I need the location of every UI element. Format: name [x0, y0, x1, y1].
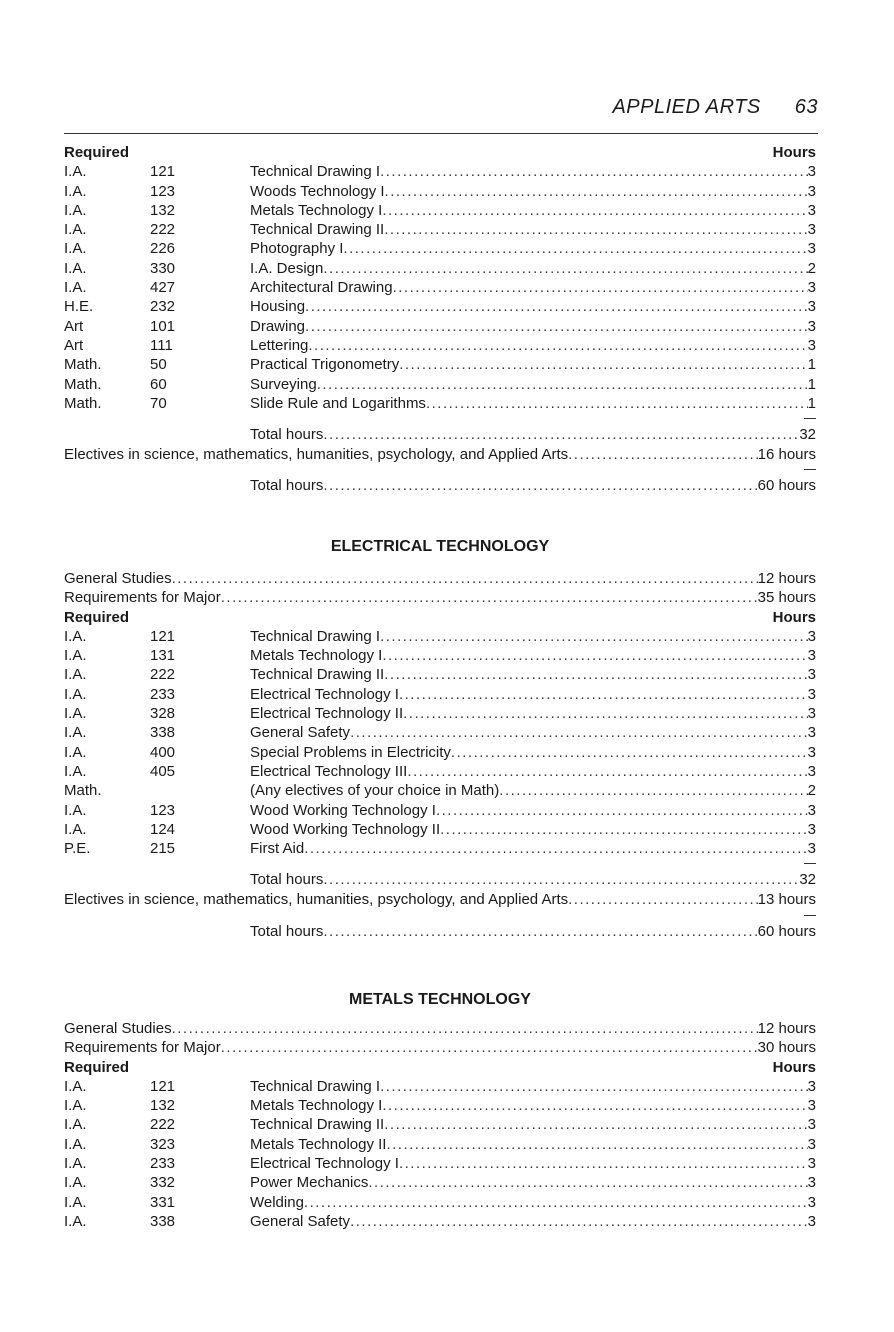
course-row: [64, 375, 816, 394]
course-hours: 3: [807, 201, 816, 219]
total-row: [64, 476, 816, 496]
course-title-cell: [250, 201, 808, 220]
dot-leader: [393, 278, 808, 297]
course-title: I.A. Design: [250, 259, 324, 277]
course-title: Technical Drawing I: [250, 163, 381, 181]
course-number: 330: [150, 259, 176, 277]
course-title: Electrical Technology I: [250, 685, 399, 703]
course-title: Practical Trigonometry: [250, 356, 400, 374]
metals-section: [64, 1019, 816, 1231]
course-title-cell: [250, 627, 808, 646]
sum-rule: [64, 858, 816, 870]
course-dept: H.E.: [64, 298, 94, 316]
dot-leader: [568, 890, 757, 909]
dot-leader: [440, 820, 808, 839]
dot-leader: [221, 588, 758, 607]
course-row: [64, 839, 816, 858]
running-head-title: APPLIED ARTS: [612, 96, 761, 118]
course-hours: 3: [807, 762, 816, 780]
course-row: [64, 1135, 816, 1154]
subtotal-row: [64, 425, 816, 445]
course-row: [64, 801, 816, 820]
course-dept: I.A.: [64, 1077, 87, 1095]
dot-leader: [399, 355, 807, 374]
electives-row: [64, 890, 816, 909]
electrical-section-title: ELECTRICAL TECHNOLOGY: [330, 538, 550, 555]
dot-leader: [308, 336, 807, 355]
dot-leader: [305, 297, 808, 316]
sum-rule: [64, 413, 816, 425]
course-title: Slide Rule and Logarithms: [250, 394, 426, 412]
major-requirements-row: [64, 588, 816, 607]
course-hours: 3: [807, 627, 816, 645]
course-dept: I.A.: [64, 820, 87, 838]
course-hours: 3: [807, 705, 816, 723]
course-dept: I.A.: [64, 1135, 87, 1153]
subtotal-label: Total hours: [250, 426, 324, 444]
course-number: 101: [150, 317, 176, 335]
course-dept: I.A.: [64, 279, 87, 297]
course-title-cell: [250, 704, 808, 723]
course-dept: I.A.: [64, 685, 87, 703]
course-hours: 3: [807, 1174, 816, 1192]
dot-leader: [426, 394, 808, 413]
dot-leader: [380, 1077, 808, 1096]
course-row: [64, 1077, 816, 1096]
major-requirements-value: 35 hours: [757, 589, 816, 607]
sum-rule: [64, 910, 816, 922]
course-number: 338: [150, 1212, 176, 1230]
course-hours: 3: [807, 1212, 816, 1230]
electives-label: Electives in science, mathematics, humanities, psychology, and Applied Arts: [64, 446, 569, 464]
running-head: [560, 96, 818, 119]
page-number: 63: [794, 96, 818, 118]
course-title-cell: [250, 182, 808, 201]
course-row: [64, 1115, 816, 1134]
dot-leader: [382, 1096, 807, 1115]
course-dept: I.A.: [64, 201, 87, 219]
course-row: [64, 220, 816, 239]
course-dept: Art: [64, 336, 84, 354]
course-dept: I.A.: [64, 801, 87, 819]
total-value: 60 hours: [757, 922, 816, 940]
dot-leader: [323, 476, 757, 496]
course-title: Electrical Technology II: [250, 705, 404, 723]
course-hours: 3: [807, 724, 816, 742]
dot-leader: [399, 1154, 808, 1173]
course-title-cell: [250, 297, 808, 316]
dot-leader: [403, 704, 808, 723]
general-studies-label: General Studies: [64, 1020, 172, 1037]
general-studies-row: [64, 569, 816, 588]
course-title-cell: [250, 1135, 808, 1154]
course-title-cell: [250, 355, 808, 374]
dot-leader: [172, 569, 758, 588]
course-hours: 1: [807, 394, 816, 412]
course-number: 124: [150, 820, 176, 838]
course-row: [64, 394, 816, 413]
course-hours: 1: [807, 375, 816, 393]
course-number: 427: [150, 279, 176, 297]
course-row: [64, 1173, 816, 1192]
dot-leader: [382, 646, 807, 665]
dot-leader: [399, 685, 808, 704]
course-dept: I.A.: [64, 647, 87, 665]
course-title: Woods Technology I: [250, 182, 385, 200]
course-title-cell: [250, 801, 808, 820]
course-row: [64, 743, 816, 762]
course-dept: I.A.: [64, 1212, 87, 1230]
hours-heading: Hours: [772, 608, 816, 626]
course-title-cell: [250, 1096, 808, 1115]
course-title-cell: [250, 781, 808, 800]
applied-arts-course-list: [64, 162, 816, 413]
metals-section-title: METALS TECHNOLOGY: [349, 991, 531, 1008]
course-number: 215: [150, 840, 176, 858]
dot-leader: [451, 743, 808, 762]
course-number: 222: [150, 666, 176, 684]
course-hours: 3: [807, 298, 816, 316]
hours-heading: Hours: [772, 144, 816, 161]
course-number: 132: [150, 1097, 176, 1115]
dot-leader: [386, 1135, 807, 1154]
course-hours: 3: [807, 1077, 816, 1095]
course-title: (Any electives of your choice in Math): [250, 782, 500, 800]
course-title: Special Problems in Electricity: [250, 743, 451, 761]
course-hours: 2: [807, 782, 816, 800]
total-label: Total hours: [250, 477, 324, 495]
course-number: 233: [150, 1155, 176, 1173]
course-hours: 3: [807, 1135, 816, 1153]
dot-leader: [323, 922, 757, 942]
course-hours: 3: [807, 743, 816, 761]
course-number: 226: [150, 240, 176, 258]
course-number: 400: [150, 743, 176, 761]
course-number: 331: [150, 1193, 176, 1211]
dot-leader: [323, 870, 799, 890]
course-dept: I.A.: [64, 163, 87, 181]
course-row: [64, 297, 816, 316]
course-hours: 3: [807, 647, 816, 665]
subtotal-value: 32: [799, 426, 816, 444]
course-hours: 3: [807, 1097, 816, 1115]
major-requirements-row: [64, 1038, 816, 1057]
course-hours: 3: [807, 279, 816, 297]
subtotal-value: 32: [799, 871, 816, 889]
course-hours: 3: [807, 1116, 816, 1134]
electrical-course-list: [64, 627, 816, 859]
general-studies-value: 12 hours: [757, 1020, 816, 1037]
dot-leader: [317, 375, 808, 394]
total-label: Total hours: [250, 922, 324, 940]
course-title: First Aid: [250, 840, 305, 858]
course-number: 232: [150, 298, 176, 316]
dot-leader: [380, 162, 808, 181]
dot-leader: [368, 1173, 807, 1192]
course-number: 60: [150, 375, 167, 393]
course-title-cell: [250, 375, 808, 394]
course-title: Technical Drawing II: [250, 1116, 385, 1134]
course-row: [64, 239, 816, 258]
course-number: 123: [150, 182, 176, 200]
course-dept: I.A.: [64, 705, 87, 723]
course-row: [64, 781, 816, 800]
course-title-cell: [250, 1115, 808, 1134]
course-number: 323: [150, 1135, 176, 1153]
course-title: Housing: [250, 298, 306, 316]
course-title: Power Mechanics: [250, 1174, 369, 1192]
dot-leader: [350, 723, 808, 742]
course-number: 50: [150, 356, 167, 374]
course-number: 123: [150, 801, 176, 819]
dot-leader: [385, 182, 808, 201]
electives-label: Electives in science, mathematics, humanities, psychology, and Applied Arts: [64, 891, 569, 909]
course-title: Wood Working Technology I: [250, 801, 436, 819]
course-title: General Safety: [250, 1212, 351, 1230]
course-number: 121: [150, 1077, 176, 1095]
course-title: General Safety: [250, 724, 351, 742]
course-title: Technical Drawing I: [250, 627, 381, 645]
course-row: [64, 355, 816, 374]
dot-leader: [305, 317, 808, 336]
dot-leader: [172, 1019, 758, 1038]
course-dept: I.A.: [64, 221, 87, 239]
dot-leader: [304, 839, 807, 858]
subtotal-row: [64, 870, 816, 890]
course-title: Electrical Technology III: [250, 762, 408, 780]
course-title-cell: [250, 220, 808, 239]
dot-leader: [380, 627, 808, 646]
course-title-cell: [250, 762, 808, 781]
dot-leader: [384, 220, 807, 239]
major-requirements-label: Requirements for Major: [64, 589, 221, 607]
course-dept: Math.: [64, 356, 102, 374]
dot-leader: [407, 762, 807, 781]
course-hours: 3: [807, 820, 816, 838]
course-title: Technical Drawing II: [250, 221, 385, 239]
course-title: Metals Technology II: [250, 1135, 387, 1153]
course-title-cell: [250, 820, 808, 839]
course-row: [64, 1212, 816, 1231]
course-number: 131: [150, 647, 176, 665]
course-title-cell: [250, 278, 808, 297]
course-hours: 3: [807, 336, 816, 354]
course-row: [64, 162, 816, 181]
course-hours: 3: [807, 1155, 816, 1173]
course-dept: I.A.: [64, 666, 87, 684]
dot-leader: [350, 1212, 808, 1231]
dot-leader: [304, 1193, 808, 1212]
course-hours: 3: [807, 182, 816, 200]
course-title: Technical Drawing II: [250, 666, 385, 684]
dot-leader: [499, 781, 807, 800]
course-row: [64, 1096, 816, 1115]
course-hours: 3: [807, 685, 816, 703]
major-requirements-value: 30 hours: [757, 1039, 816, 1057]
course-row: [64, 317, 816, 336]
course-row: [64, 665, 816, 684]
total-row: [64, 922, 816, 942]
course-row: [64, 259, 816, 278]
course-dept: I.A.: [64, 743, 87, 761]
course-title-cell: [250, 259, 808, 278]
course-number: 121: [150, 163, 176, 181]
course-number: 121: [150, 627, 176, 645]
dot-leader: [323, 259, 807, 278]
course-dept: I.A.: [64, 627, 87, 645]
course-title: Photography I: [250, 240, 344, 258]
course-row: [64, 704, 816, 723]
course-hours: 3: [807, 666, 816, 684]
dot-leader: [568, 445, 757, 464]
course-title: Architectural Drawing: [250, 279, 393, 297]
course-hours: 3: [807, 221, 816, 239]
course-dept: I.A.: [64, 1193, 87, 1211]
course-hours: 1: [807, 356, 816, 374]
course-number: 233: [150, 685, 176, 703]
general-studies-label: General Studies: [64, 570, 172, 587]
course-title: Metals Technology I: [250, 647, 383, 665]
metals-header-row: [64, 1058, 816, 1077]
total-value: 60 hours: [757, 477, 816, 495]
course-title-cell: [250, 1193, 808, 1212]
dot-leader: [343, 239, 807, 258]
course-dept: Math.: [64, 782, 102, 800]
general-studies-row: [64, 1019, 816, 1038]
course-title: Lettering: [250, 336, 309, 354]
course-hours: 2: [807, 259, 816, 277]
course-hours: 3: [807, 317, 816, 335]
course-number: 132: [150, 201, 176, 219]
course-title: Technical Drawing I: [250, 1077, 381, 1095]
course-row: [64, 278, 816, 297]
course-number: 70: [150, 394, 167, 412]
course-title-cell: [250, 1077, 808, 1096]
course-title: Drawing: [250, 317, 306, 335]
course-number: 338: [150, 724, 176, 742]
course-row: [64, 646, 816, 665]
dot-leader: [323, 425, 799, 445]
course-number: 328: [150, 705, 176, 723]
course-title-cell: [250, 646, 808, 665]
dot-leader: [384, 1115, 807, 1134]
course-title-cell: [250, 723, 808, 742]
dot-leader: [382, 201, 807, 220]
course-dept: Math.: [64, 375, 102, 393]
hours-heading: Hours: [772, 1058, 816, 1076]
course-title: Welding: [250, 1193, 304, 1211]
required-heading: Required: [64, 144, 130, 161]
course-title: Metals Technology I: [250, 1097, 383, 1115]
course-title-cell: [250, 1212, 808, 1231]
course-dept: I.A.: [64, 240, 87, 258]
course-row: [64, 627, 816, 646]
electives-row: [64, 445, 816, 464]
course-title: Surveying: [250, 375, 317, 393]
course-hours: 3: [807, 801, 816, 819]
course-title-cell: [250, 665, 808, 684]
dot-leader: [436, 801, 808, 820]
electrical-section: [64, 569, 816, 942]
course-title-cell: [250, 685, 808, 704]
course-number: 222: [150, 1116, 176, 1134]
course-dept: Math.: [64, 394, 102, 412]
course-row: [64, 182, 816, 201]
course-row: [64, 336, 816, 355]
course-title: Wood Working Technology II: [250, 820, 441, 838]
course-number: 222: [150, 221, 176, 239]
dot-leader: [221, 1038, 758, 1057]
course-row: [64, 201, 816, 220]
course-dept: I.A.: [64, 182, 87, 200]
course-hours: 3: [807, 840, 816, 858]
electives-value: 16 hours: [757, 446, 816, 464]
sum-rule: [64, 464, 816, 476]
course-dept: P.E.: [64, 840, 91, 858]
course-row: [64, 1193, 816, 1212]
electrical-header-row: [64, 608, 816, 627]
course-number: 111: [150, 336, 173, 354]
course-hours: 3: [807, 163, 816, 181]
course-dept: I.A.: [64, 259, 87, 277]
electives-value: 13 hours: [757, 891, 816, 909]
course-number: 332: [150, 1174, 176, 1192]
course-row: [64, 820, 816, 839]
course-title: Electrical Technology I: [250, 1155, 399, 1173]
required-heading: Required: [64, 608, 130, 626]
course-row: [64, 685, 816, 704]
course-row: [64, 723, 816, 742]
course-hours: 3: [807, 240, 816, 258]
course-dept: I.A.: [64, 1174, 87, 1192]
course-row: [64, 762, 816, 781]
course-title-cell: [250, 1173, 808, 1192]
metals-course-list: [64, 1077, 816, 1231]
course-dept: I.A.: [64, 762, 87, 780]
applied-arts-section: [64, 143, 816, 496]
applied-arts-header-row: [64, 143, 816, 162]
course-row: [64, 1154, 816, 1173]
course-title-cell: [250, 743, 808, 762]
course-title-cell: [250, 336, 808, 355]
course-title-cell: [250, 317, 808, 336]
dot-leader: [384, 665, 807, 684]
course-dept: Art: [64, 317, 84, 335]
required-heading: Required: [64, 1058, 130, 1076]
course-title-cell: [250, 239, 808, 258]
header-rule: [64, 133, 818, 134]
major-requirements-label: Requirements for Major: [64, 1039, 221, 1057]
course-dept: I.A.: [64, 1116, 87, 1134]
course-title: Metals Technology I: [250, 201, 383, 219]
general-studies-value: 12 hours: [757, 570, 816, 587]
course-title-cell: [250, 1154, 808, 1173]
course-number: 405: [150, 762, 176, 780]
course-title-cell: [250, 839, 808, 858]
course-hours: 3: [807, 1193, 816, 1211]
subtotal-label: Total hours: [250, 871, 324, 889]
course-title-cell: [250, 162, 808, 181]
course-dept: I.A.: [64, 1155, 87, 1173]
course-dept: I.A.: [64, 724, 87, 742]
course-dept: I.A.: [64, 1097, 87, 1115]
course-title-cell: [250, 394, 808, 413]
